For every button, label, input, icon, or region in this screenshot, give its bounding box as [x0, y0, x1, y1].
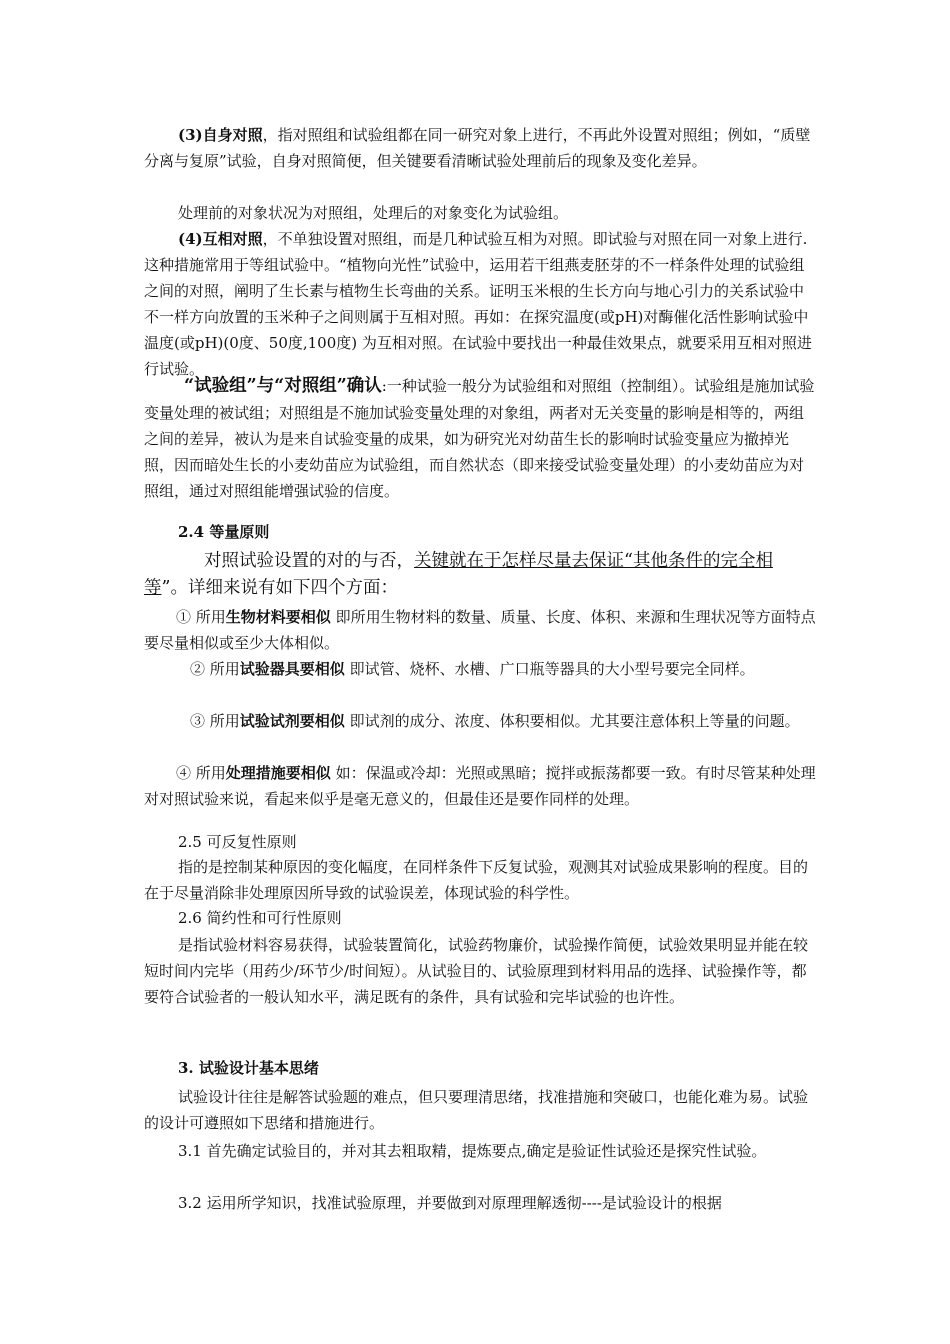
item-number: (3) [178, 126, 203, 144]
paragraph-3-2: 3.2 运用所学知识，找准试验原理，并要做到对原理理解透彻----是试验设计的根据 [178, 1194, 722, 1212]
item-number: (4) [178, 230, 203, 248]
paragraph-3-1: 3.1 首先确定试验目的，并对其去粗取精，提炼要点,确定是验证性试验还是探究性试验。 [178, 1142, 767, 1160]
list-item-2 [144, 656, 816, 682]
item-term: 生物材料要相似 [225, 608, 331, 626]
list-item-3 [144, 708, 816, 734]
item-prefix: ③ 所用 [190, 712, 240, 730]
paragraph-text: ，不单独设置对照组，而是几种试验互相为对照。即试验与对照在同一对象上进行.这种措施常用于等组试验中。“植物向光性”试验中，运用若干组燕麦胚芽的不一样条件处理的试验组之间的对照，阐明了生长素与植物生长弯曲的关系。证明玉米根的生长方向与地心引力的关系试验中不一样方向放置的玉米种子之间则属于互相对照。再如：在探究温度(或pH)对酶催化活性影响试验中温度(或pH)(0度、50度,100度) 为互相对照。在试验中要找出一种最佳效果点，就要采用互相对照进行试验。 [144, 230, 812, 378]
item-text: 如：保温或冷却：光照或黑暗；搅拌或振荡都要一致。有时尽管某种处理对对照试验来说，看起来似乎是毫无意义的，但最佳还是要作同样的处理。 [144, 764, 816, 808]
paragraph-design-thinking: 试验设计往往是解答试验题的难点，但只要理清思绪，找准措施和突破口，也能化难为易。试验的设计可遵照如下思绪和措施进行。 [144, 1088, 809, 1132]
item-text: 即试管、烧杯、水槽、广口瓶等器具的大小型号要完全同样。 [344, 660, 755, 678]
paragraph-mutual-control [144, 226, 816, 382]
heading-3: 3. 试验设计基本思绪 [178, 1059, 319, 1077]
paragraph-equal-principle [144, 548, 816, 602]
underlined-text: 关键就在于怎样尽量去保证“其他条件的完全相等 [144, 551, 773, 598]
paragraph-text: ”。详细来说有如下四个方面： [161, 578, 398, 598]
item-prefix: ④ 所用 [176, 764, 226, 782]
paragraph-self-control [144, 122, 816, 174]
paragraph-text: ，指对照组和试验组都在同一研究对象上进行，不再此外设置对照组；例如，“质壁分离与复原”试验，自身对照简便，但关键要看清晰试验处理前后的现象及变化差异。 [144, 126, 811, 170]
item-term: 处理措施要相似 [225, 764, 331, 782]
item-prefix: ① 所用 [176, 608, 226, 626]
heading-2-6: 2.6 简约性和可行性原则 [178, 909, 342, 927]
item-term: 试验器具要相似 [239, 660, 345, 678]
heading-2-5: 2.5 可反复性原则 [178, 833, 297, 851]
item-term: 试验试剂要相似 [239, 712, 345, 730]
list-item-4 [144, 760, 816, 812]
paragraph-group-definition [144, 372, 816, 504]
item-text: 即所用生物材料的数量、质量、长度、体积、来源和生理状况等方面特点要尽量相似或至少大体相似。 [144, 608, 816, 652]
item-prefix: ② 所用 [190, 660, 240, 678]
list-item-1 [144, 604, 816, 656]
paragraph-before-after: 处理前的对象状况为对照组，处理后的对象变化为试验组。 [178, 204, 569, 222]
paragraph-text: 对照试验设置的对的与否， [204, 551, 414, 571]
term-self-control: 自身对照 [202, 126, 263, 144]
item-text: 即试剂的成分、浓度、体积要相似。尤其要注意体积上等量的问题。 [344, 712, 800, 730]
term-groups: “试验组”与“对照组”确认 [184, 376, 382, 396]
paragraph-feasibility: 是指试验材料容易获得，试验装置简化，试验药物廉价，试验操作简便，试验效果明显并能在较短时间内完毕（用药少/环节少/时间短）。从试验目的、试验原理到材料用品的选择、试验操作等，都要符合试验者的一般认知水平，满足既有的条件，具有试验和完毕试验的也许性。 [144, 936, 809, 1006]
paragraph-text: :一种试验一般分为试验组和对照组（控制组）。试验组是施加试验变量处理的被试组；对照组是不施加试验变量处理的对象组，两者对无关变量的影响是相等的，两组之间的差异，被认为是来自试验变量的成果，如为研究光对幼苗生长的影响时试验变量应为撤掉光照，因而暗处生长的小麦幼苗应为试验组，而自然状态（即来接受试验变量处理）的小麦幼苗应为对照组，通过对照组能增强试验的信度。 [144, 377, 815, 500]
paragraph-repeatability: 指的是控制某种原因的变化幅度，在同样条件下反复试验，观测其对试验成果影响的程度。目的在于尽量消除非处理原因所导致的试验误差，体现试验的科学性。 [144, 858, 809, 902]
heading-2-4: 2.4 等量原则 [178, 523, 270, 541]
term-mutual-control: 互相对照 [202, 230, 263, 248]
